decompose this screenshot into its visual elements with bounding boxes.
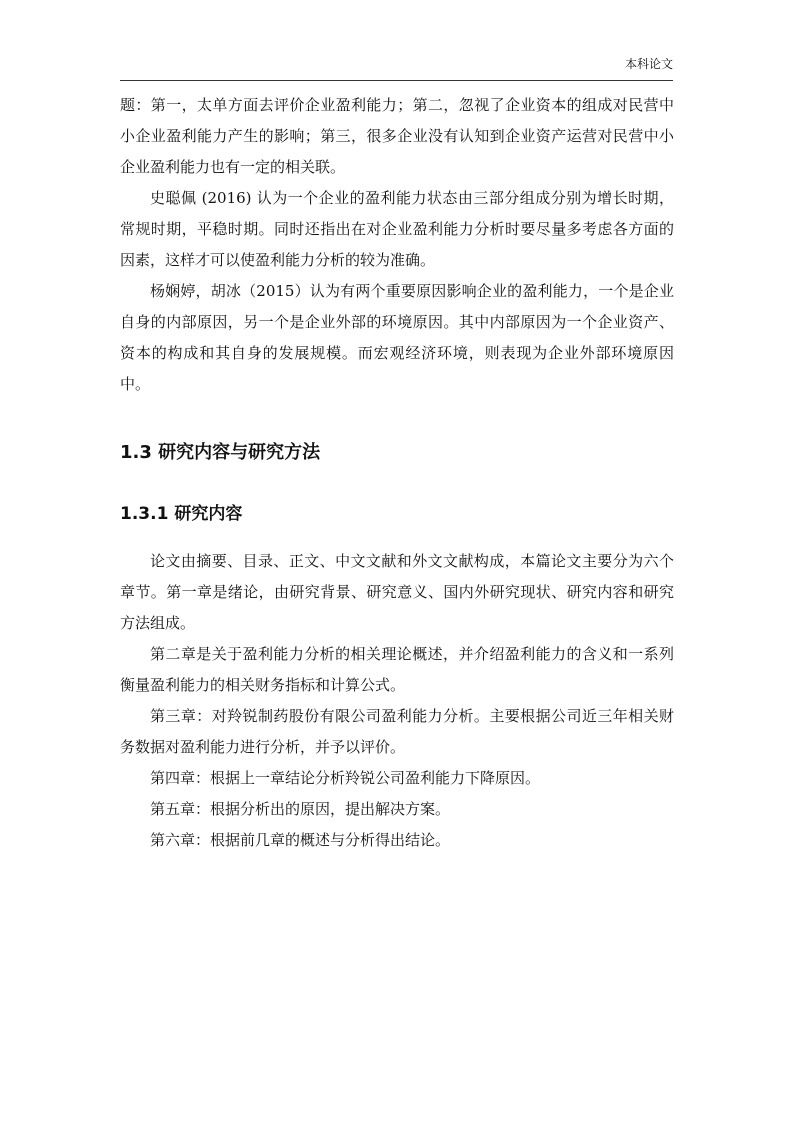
subsection-heading: 1.3.1 研究内容 [120,504,243,524]
paragraph-chapter-4: 第四章：根据上一章结论分析羚锐公司盈利能力下降原因。 [150,769,541,787]
section-heading: 1.3 研究内容与研究方法 [120,442,321,463]
header-label: 本科论文 [624,57,673,71]
paragraph-structure: 论文由摘要、目录、正文、中文文献和外文文献构成，本篇论文主要分为六个章节。第一章是绪论，由研究背景、研究意义、国内外研究现状、研究内容和研究方法组成。 [120,552,674,632]
paragraph-chapter-6: 第六章：根据前几章的概述与分析得出结论。 [150,831,451,849]
paragraph-shi-congpei: 史聪佩 (2016) 认为一个企业的盈利能力状态由三部分组成分别为增长时期，常规时期，平稳时期。同时还指出在对企业盈利能力分析时要尽量多考虑各方面的因素，这样才可以使盈利能力分析的较为准确。 [120,189,674,269]
paragraph-chapter-2: 第二章是关于盈利能力分析的相关理论概述，并介绍盈利能力的含义和一系列衡量盈利能力的相关财务指标和计算公式。 [120,645,674,694]
paragraph-yang-xianting: 杨娴婷，胡冰（2015）认为有两个重要原因影响企业的盈利能力，一个是企业自身的内部原因，另一个是企业外部的环境原因。其中内部原因为一个企业资产、资本的构成和其自身的发展规模。而宏观经济环境，则表现为企业外部环境原因中。 [120,282,674,393]
page-body [120,90,674,856]
page-header [120,56,673,81]
paragraph-chapter-3: 第三章：对羚锐制药股份有限公司盈利能力分析。主要根据公司近三年相关财务数据对盈利能力进行分析，并予以评价。 [120,707,674,756]
paragraph-continuation: 题：第一，太单方面去评价企业盈利能力；第二，忽视了企业资本的组成对民营中小企业盈利能力产生的影响；第三，很多企业没有认知到企业资产运营对民营中小企业盈利能力也有一定的相关联。 [120,96,674,176]
paragraph-chapter-5: 第五章：根据分析出的原因，提出解决方案。 [150,800,451,818]
